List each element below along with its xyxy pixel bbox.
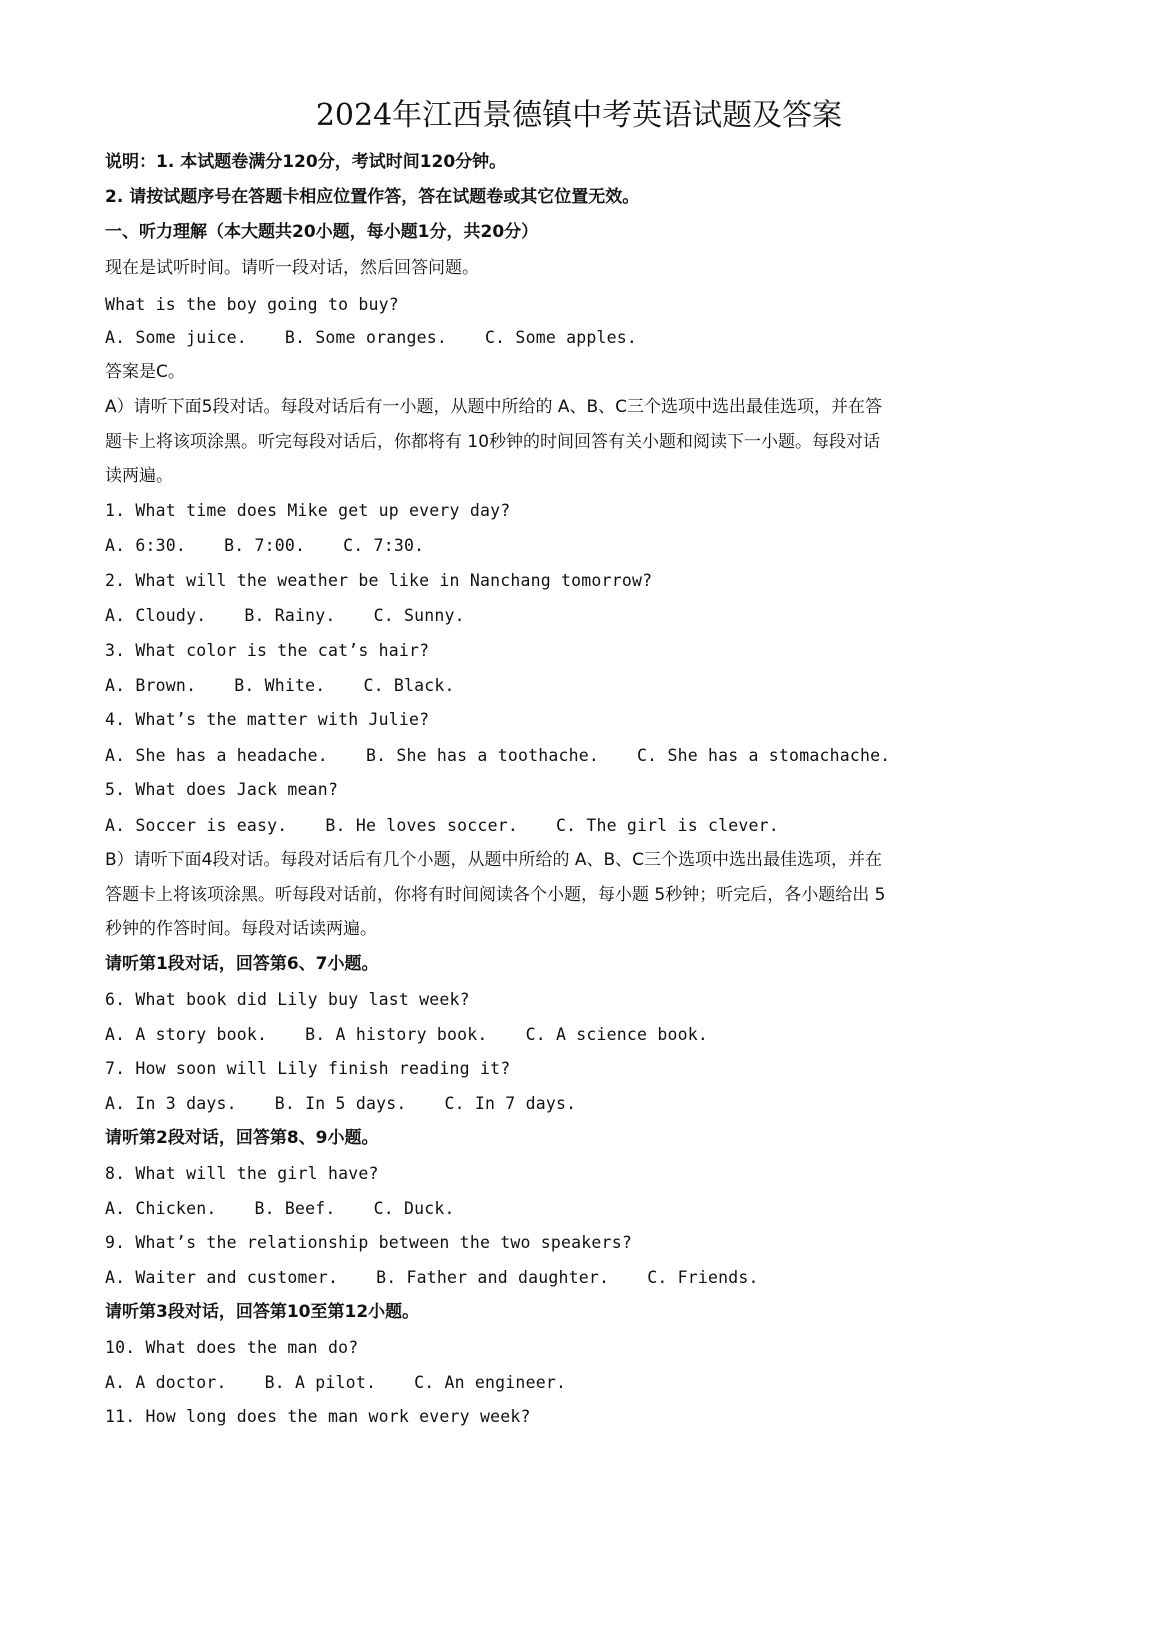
option: B. Beef. bbox=[254, 1199, 336, 1218]
option: B. Rainy. bbox=[244, 606, 336, 625]
question-1-options bbox=[105, 534, 424, 558]
option: B. A history book. bbox=[305, 1025, 488, 1044]
option: C. Sunny. bbox=[373, 606, 465, 625]
option: A. Cloudy. bbox=[105, 606, 207, 625]
question-11: 11. How long does the man work every week? bbox=[105, 1407, 531, 1426]
option: B. He loves soccer. bbox=[325, 816, 518, 835]
part-a-instruction: A）请听下面5段对话。每段对话后有一小题，从题中所给的 A、B、C三个选项中选出最佳选项，并在答 bbox=[105, 397, 883, 417]
part-a-instruction: 读两遍。 bbox=[105, 466, 173, 486]
option: B. 7:00. bbox=[224, 536, 306, 555]
dialog-heading: 请听第2段对话，回答第8、9小题。 bbox=[105, 1128, 379, 1148]
question-9-options bbox=[105, 1266, 759, 1290]
question-7-options bbox=[105, 1092, 576, 1116]
question-3-options bbox=[105, 674, 455, 698]
option: B. Father and daughter. bbox=[376, 1268, 610, 1287]
option: A. In 3 days. bbox=[105, 1094, 237, 1113]
question-6: 6. What book did Lily buy last week? bbox=[105, 990, 470, 1009]
question-8-options bbox=[105, 1197, 455, 1221]
option: A. Soccer is easy. bbox=[105, 816, 288, 835]
question-9: 9. What’s the relationship between the two speakers? bbox=[105, 1233, 632, 1252]
question-2: 2. What will the weather be like in Nanchang tomorrow? bbox=[105, 571, 653, 590]
part-b-instruction: B）请听下面4段对话。每段对话后有几个小题，从题中所给的 A、B、C三个选项中选出最佳选项，并在 bbox=[105, 850, 883, 870]
question-3: 3. What color is the cat’s hair? bbox=[105, 641, 430, 660]
option: A. Chicken. bbox=[105, 1199, 217, 1218]
option: C. Black. bbox=[363, 676, 455, 695]
instruction-line: 2. 请按试题序号在答题卡相应位置作答，答在试题卷或其它位置无效。 bbox=[105, 187, 640, 207]
option: C. A science book. bbox=[525, 1025, 708, 1044]
question-10: 10. What does the man do? bbox=[105, 1338, 359, 1357]
option: C. She has a stomachache. bbox=[637, 746, 891, 765]
option: A. A doctor. bbox=[105, 1373, 227, 1392]
option: B. In 5 days. bbox=[274, 1094, 407, 1113]
option: A. 6:30. bbox=[105, 536, 187, 555]
page-title: 2024年江西景德镇中考英语试题及答案 bbox=[315, 98, 843, 133]
instruction-line: 说明：1. 本试题卷满分120分，考试时间120分钟。 bbox=[105, 152, 507, 172]
question-2-options bbox=[105, 604, 465, 628]
example-intro: 现在是试听时间。请听一段对话，然后回答问题。 bbox=[105, 258, 479, 278]
option: B. White. bbox=[234, 676, 326, 695]
question-10-options bbox=[105, 1371, 566, 1395]
question-7: 7. How soon will Lily finish reading it? bbox=[105, 1059, 511, 1078]
question-4-options bbox=[105, 744, 890, 768]
option: C. In 7 days. bbox=[444, 1094, 577, 1113]
option: A. Brown. bbox=[105, 676, 197, 695]
question-5: 5. What does Jack mean? bbox=[105, 780, 339, 799]
option: C. Friends. bbox=[647, 1268, 759, 1287]
part-b-instruction: 答题卡上将该项涂黑。听每段对话前，你将有时间阅读各个小题，每小题 5秒钟；听完后，各小题给出 5 bbox=[105, 885, 886, 905]
dialog-heading: 请听第3段对话，回答第10至第12小题。 bbox=[105, 1302, 420, 1322]
part-b-instruction: 秒钟的作答时间。每段对话读两遍。 bbox=[105, 919, 377, 939]
option: B. A pilot. bbox=[264, 1373, 377, 1392]
option: C. 7:30. bbox=[343, 536, 425, 555]
option: C. The girl is clever. bbox=[555, 816, 779, 835]
section-heading: 一、听力理解（本大题共20小题，每小题1分，共20分） bbox=[105, 222, 539, 242]
option: A. Some juice. bbox=[105, 328, 247, 347]
dialog-heading: 请听第1段对话，回答第6、7小题。 bbox=[105, 954, 379, 974]
example-options bbox=[105, 326, 637, 350]
question-6-options bbox=[105, 1023, 708, 1047]
option: A. Waiter and customer. bbox=[105, 1268, 339, 1287]
question-5-options bbox=[105, 814, 779, 838]
option: C. An engineer. bbox=[414, 1373, 567, 1392]
question-1: 1. What time does Mike get up every day? bbox=[105, 501, 511, 520]
option: C. Duck. bbox=[373, 1199, 455, 1218]
example-question: What is the boy going to buy? bbox=[105, 295, 399, 314]
option: B. She has a toothache. bbox=[365, 746, 600, 765]
option: C. Some apples. bbox=[485, 328, 638, 347]
question-8: 8. What will the girl have? bbox=[105, 1164, 379, 1183]
example-answer: 答案是C。 bbox=[105, 362, 185, 382]
option: A. A story book. bbox=[105, 1025, 268, 1044]
option: B. Some oranges. bbox=[284, 328, 448, 347]
question-4: 4. What’s the matter with Julie? bbox=[105, 710, 430, 729]
option: A. She has a headache. bbox=[105, 746, 328, 765]
part-a-instruction: 题卡上将该项涂黑。听完每段对话后，你都将有 10秒钟的时间回答有关小题和阅读下一小题。每段对话 bbox=[105, 432, 881, 452]
